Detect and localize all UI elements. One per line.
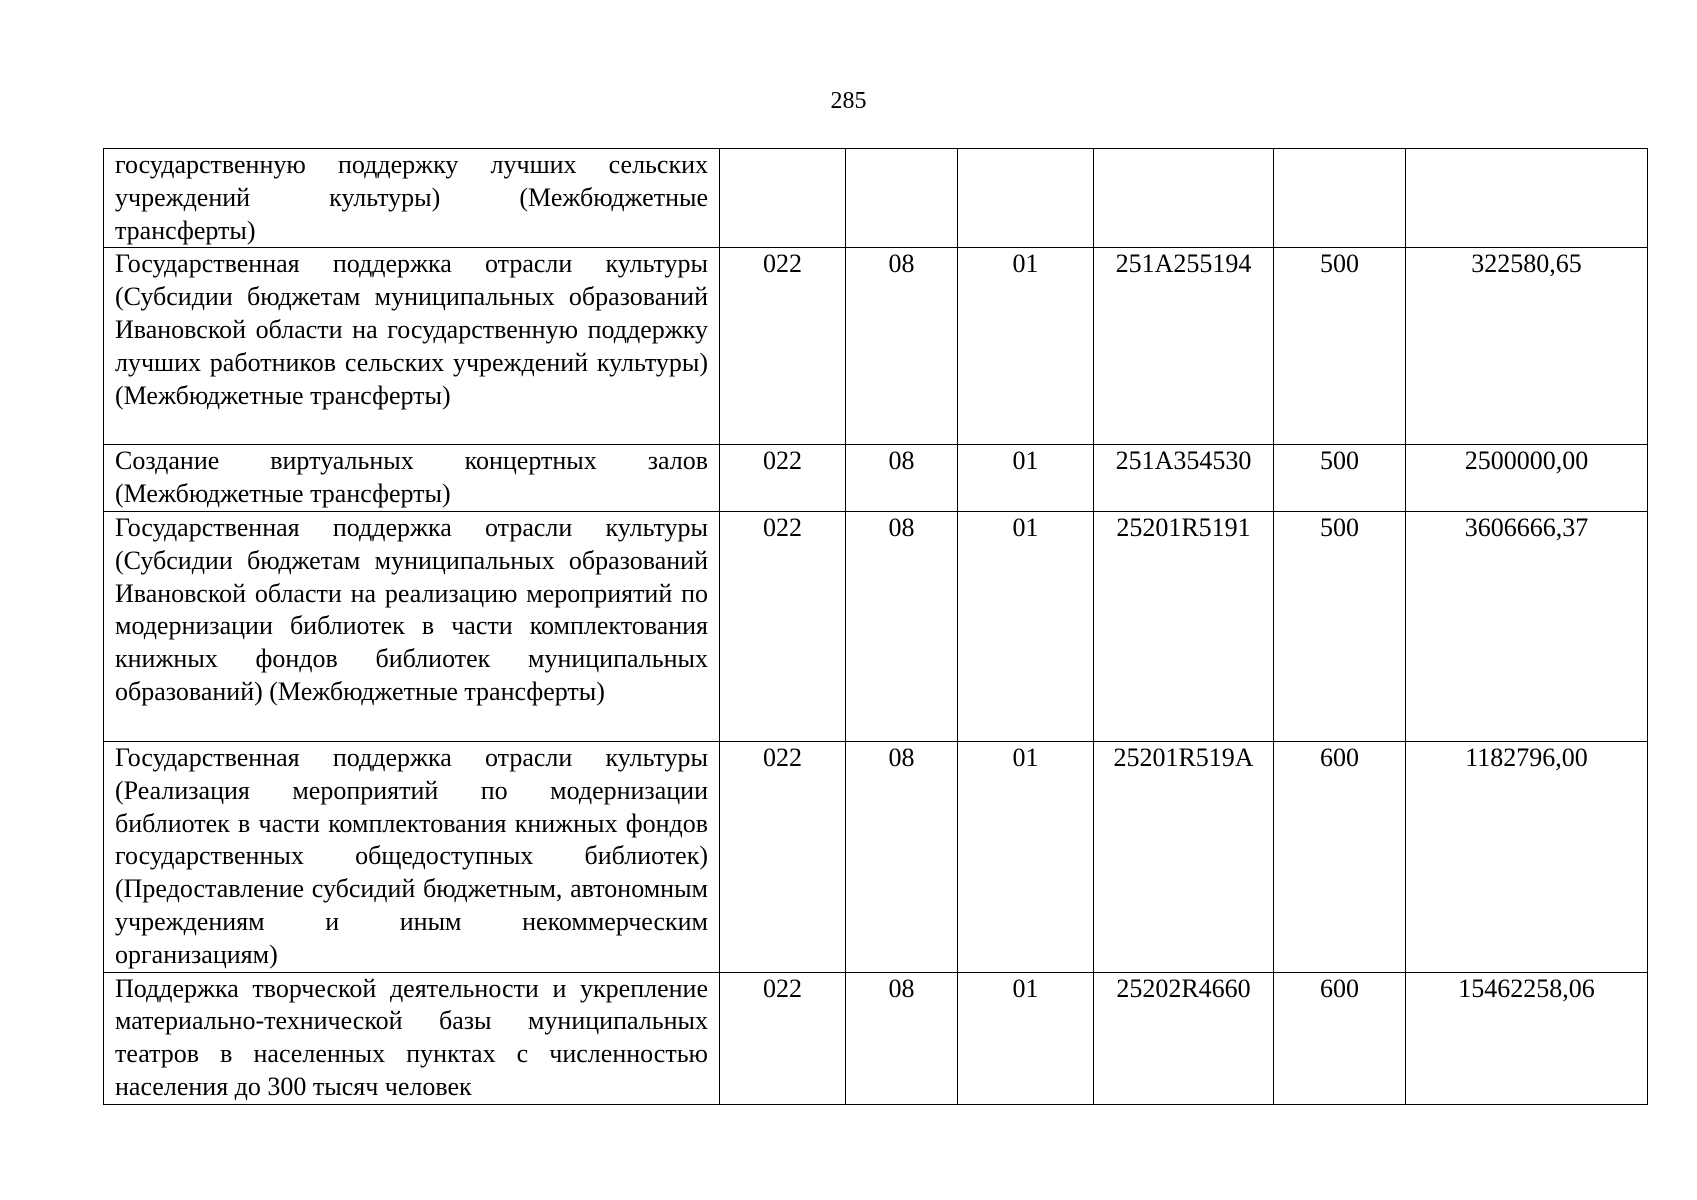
row-target-article: 25201R5191	[1094, 511, 1274, 741]
row-expense-type: 600	[1274, 972, 1406, 1104]
row-section-code: 08	[846, 248, 958, 445]
row-expense-type: 500	[1274, 248, 1406, 445]
row-section-code: 08	[846, 511, 958, 741]
row-subsection-code: 01	[958, 248, 1094, 445]
row-subsection-code: 01	[958, 445, 1094, 512]
row-amount: 1182796,00	[1406, 741, 1648, 972]
row-grbs-code: 022	[720, 248, 846, 445]
row-section-code: 08	[846, 972, 958, 1104]
row-description: Создание виртуальных концертных залов (Межбюджетные трансферты)	[104, 445, 720, 512]
row-expense-type	[1274, 149, 1406, 248]
row-expense-type: 500	[1274, 445, 1406, 512]
table-row	[104, 972, 1648, 1104]
row-subsection-code: 01	[958, 511, 1094, 741]
row-target-article: 25202R4660	[1094, 972, 1274, 1104]
row-grbs-code: 022	[720, 972, 846, 1104]
budget-table	[103, 148, 1648, 1105]
row-amount: 322580,65	[1406, 248, 1648, 445]
row-description: Поддержка творческой деятельности и укрепление материально-технической базы муниципальных театров в населенных пунктах с численностью населения до 300 тысяч человек	[104, 972, 720, 1104]
table-row	[104, 248, 1648, 445]
row-expense-type: 600	[1274, 741, 1406, 972]
row-target-article: 251A354530	[1094, 445, 1274, 512]
row-description: Государственная поддержка отрасли культуры (Субсидии бюджетам муниципальных образований Ивановской области на реализацию мероприятий по модернизации библиотек в части комплектования книжных фондов библиотек муниципальных образований) (Межбюджетные трансферты)	[104, 511, 720, 741]
row-expense-type: 500	[1274, 511, 1406, 741]
row-target-article	[1094, 149, 1274, 248]
row-section-code	[846, 149, 958, 248]
row-target-article: 251A255194	[1094, 248, 1274, 445]
row-subsection-code: 01	[958, 972, 1094, 1104]
page-number: 285	[830, 88, 867, 114]
row-amount	[1406, 149, 1648, 248]
row-section-code: 08	[846, 741, 958, 972]
row-amount: 3606666,37	[1406, 511, 1648, 741]
row-amount: 2500000,00	[1406, 445, 1648, 512]
row-amount: 15462258,06	[1406, 972, 1648, 1104]
row-section-code: 08	[846, 445, 958, 512]
row-target-article: 25201R519A	[1094, 741, 1274, 972]
table-row	[104, 445, 1648, 512]
table-row	[104, 511, 1648, 741]
row-grbs-code: 022	[720, 445, 846, 512]
row-subsection-code	[958, 149, 1094, 248]
row-description: Государственная поддержка отрасли культуры (Реализация мероприятий по модернизации библиотек в части комплектования книжных фондов государственных общедоступных библиотек) (Предоставление субсидий бюджетным, автономным учреждениям и иным некоммерческим организациям)	[104, 741, 720, 972]
table-row	[104, 741, 1648, 972]
row-description: Государственная поддержка отрасли культуры (Субсидии бюджетам муниципальных образований Ивановской области на государственную поддержку лучших работников сельских учреждений культуры) (Межбюджетные трансферты)	[104, 248, 720, 445]
row-grbs-code: 022	[720, 741, 846, 972]
row-grbs-code: 022	[720, 511, 846, 741]
table-row	[104, 149, 1648, 248]
row-subsection-code: 01	[958, 741, 1094, 972]
row-grbs-code	[720, 149, 846, 248]
row-description: государственную поддержку лучших сельских учреждений культуры) (Межбюджетные трансферты)	[104, 149, 720, 248]
